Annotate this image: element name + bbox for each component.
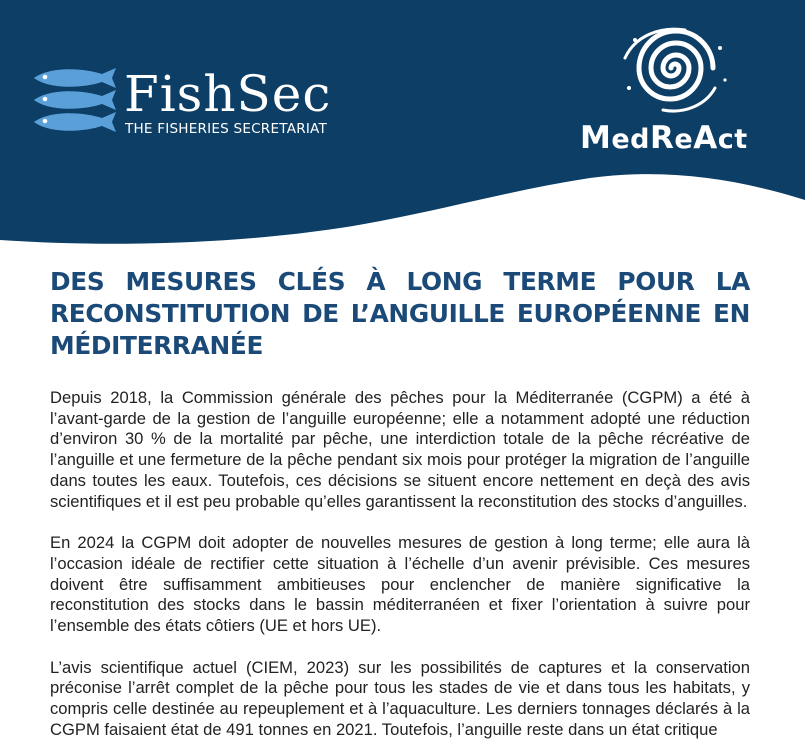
document-body	[50, 266, 750, 741]
medreact-logo	[575, 18, 775, 158]
spiral-wave-icon	[605, 18, 745, 118]
fishsec-tagline: THE FISHERIES SECRETARIAT	[125, 121, 327, 137]
medreact-wordmark: MedReAct	[580, 120, 748, 156]
paragraph-1: Depuis 2018, la Commission générale des pêches pour la Méditerranée (CGPM) a été à l’avant-garde de la gestion de l’anguille européenne; elle a notamment adopté une réduction d’environ 30 % de la mortalité par pêche, une interdiction totale de la pêche récréative de l’anguille et une fermeture de la pêche pendant six mois pour protéger la migration de l’anguille dans toutes les eaux. Toutefois, ces décisions se situent encore nettement en deçà des avis scientifiques et il est peu probable qu’elles garantissent la reconstitution des stocks d’anguilles.	[50, 388, 750, 511]
fish-icon	[32, 68, 124, 140]
paragraph-2: En 2024 la CGPM doit adopter de nouvelles mesures de gestion à long terme; elle aura là l’occasion idéale de rectifier cette situation à l’échelle d’un avenir prévisible. Ces mesures doivent être suffisamment ambitieuses pour enclencher de manière significative la reconstitution des stocks dans le bassin méditerranéen et fixer l’orientation à suivre pour l’ensemble des états côtiers (UE et hors UE).	[50, 533, 750, 636]
paragraph-3: L’avis scientifique actuel (CIEM, 2023) sur les possibilités de captures et la conservation préconise l’arrêt complet de la pêche pour tous les stades de vie et dans tous les habitats, y compris celle destinée au repeuplement et à l’aquaculture. Les derniers tonnages déclarés à la CGPM faisaient état de 491 tonnes en 2021. Toutefois, l’anguille reste dans un état critique	[50, 657, 750, 739]
fishsec-logo	[32, 65, 362, 140]
header-banner	[0, 0, 805, 250]
document-title: DES MESURES CLÉS À LONG TERME POUR LA RECONSTITUTION DE L’ANGUILLE EUROPÉENNE EN MÉDITERRANÉE	[50, 267, 750, 360]
fishsec-wordmark: FishSec	[124, 65, 332, 123]
